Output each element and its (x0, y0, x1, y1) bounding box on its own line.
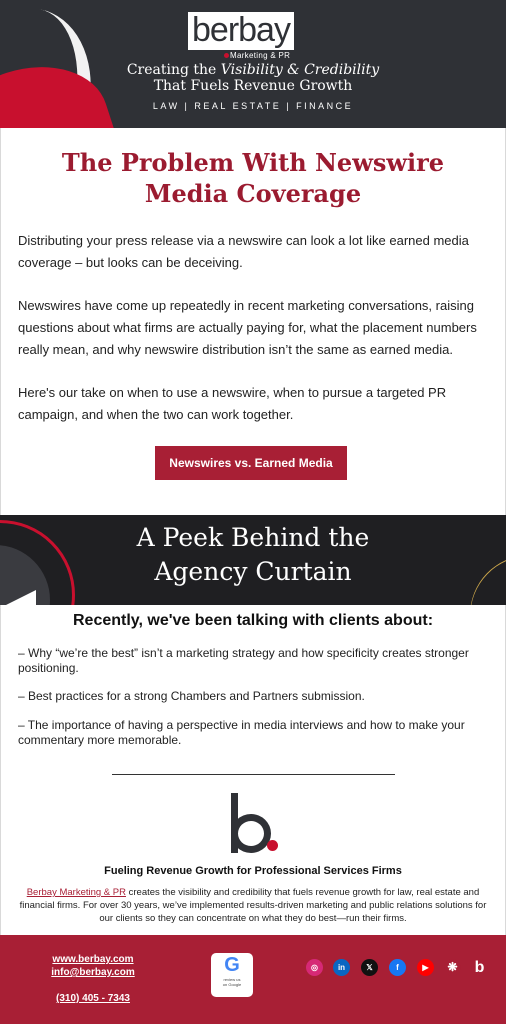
logo-wordmark: berbay (188, 12, 294, 50)
b-mark-dot (267, 840, 278, 851)
email-link[interactable]: info@berbay.com (51, 967, 135, 978)
tagline-line2: That Fuels Revenue Growth (153, 78, 353, 94)
x-twitter-icon[interactable]: 𝕏 (361, 959, 378, 976)
berbay-icon[interactable]: b (471, 959, 488, 976)
banner-line2: Agency Curtain (154, 557, 352, 586)
about-body: creates the visibility and credibility that fuels revenue growth for law, real estate and financial firms. For over 30 years, we’ve implemented results-driven marketing and public relations solutions for our clients so they can concentrate on what they do best—run their firms. (19, 887, 487, 924)
review-line1: review us (223, 977, 241, 982)
list-item: – Why “we’re the best” isn’t a marketing strategy and how specificity creates stronger positioning. (18, 646, 469, 675)
banner-title (0, 521, 506, 589)
brand-tagline: Fueling Revenue Growth for Professional Services Firms (104, 865, 402, 877)
phone-link[interactable]: (310) 405 - 7343 (56, 993, 130, 1004)
article-headline (0, 147, 506, 209)
header-banner (0, 0, 506, 128)
logo-dot-icon (224, 53, 229, 58)
linkedin-icon[interactable]: in (333, 959, 350, 976)
berbay-b-mark-logo[interactable] (231, 793, 277, 855)
newswires-vs-earned-media-button[interactable]: Newswires vs. Earned Media (155, 446, 347, 480)
google-review-badge[interactable] (211, 953, 253, 997)
chambers-icon[interactable]: ❋ (444, 959, 461, 976)
agency-curtain-banner (0, 515, 506, 605)
logo-subtitle: Marketing & PR (230, 51, 291, 60)
article-paragraph-3: Here's our take on when to use a newswire, when to pursue a targeted PR campaign, and when the two can work together. (18, 385, 447, 422)
list-item: – The importance of having a perspective in media interviews and how to make your commentary more memorable. (18, 718, 465, 747)
headline-line2: Media Coverage (144, 179, 362, 208)
sectors-line: LAW | REAL ESTATE | FINANCE (152, 101, 354, 111)
header-tagline (0, 62, 506, 94)
instagram-icon[interactable]: ◎ (306, 959, 323, 976)
footer-bar (0, 935, 506, 1024)
article-paragraph-1: Distributing your press release via a newswire can look a lot like earned media coverage – but looks can be deceiving. (18, 233, 469, 270)
google-icon: G (224, 954, 240, 976)
tagline-prefix: Creating the (126, 62, 221, 78)
b-mark-bowl (231, 814, 271, 853)
berbay-link[interactable]: Berbay Marketing & PR (26, 887, 126, 898)
facebook-icon[interactable]: f (389, 959, 406, 976)
section-divider (112, 774, 395, 775)
banner-line1: A Peek Behind the (136, 523, 370, 552)
list-item: – Best practices for a strong Chambers and Partners submission. (18, 689, 365, 703)
headline-line1: The Problem With Newswire (61, 148, 445, 177)
berbay-logo[interactable] (188, 12, 318, 58)
review-line2: on Google (222, 982, 242, 987)
about-text (16, 886, 490, 925)
tagline-emphasis: Visibility & Credibility (220, 62, 380, 78)
article-paragraph-2: Newswires have come up repeatedly in recent marketing conversations, raising questions about what firms are actually paying for, what the placement numbers really mean, and why newswire distribution isn’t the same as earned media. (18, 298, 477, 357)
website-link[interactable]: www.berbay.com (52, 954, 134, 965)
youtube-icon[interactable]: ▶ (417, 959, 434, 976)
talking-heading: Recently, we've been talking with clients about: (72, 612, 434, 629)
